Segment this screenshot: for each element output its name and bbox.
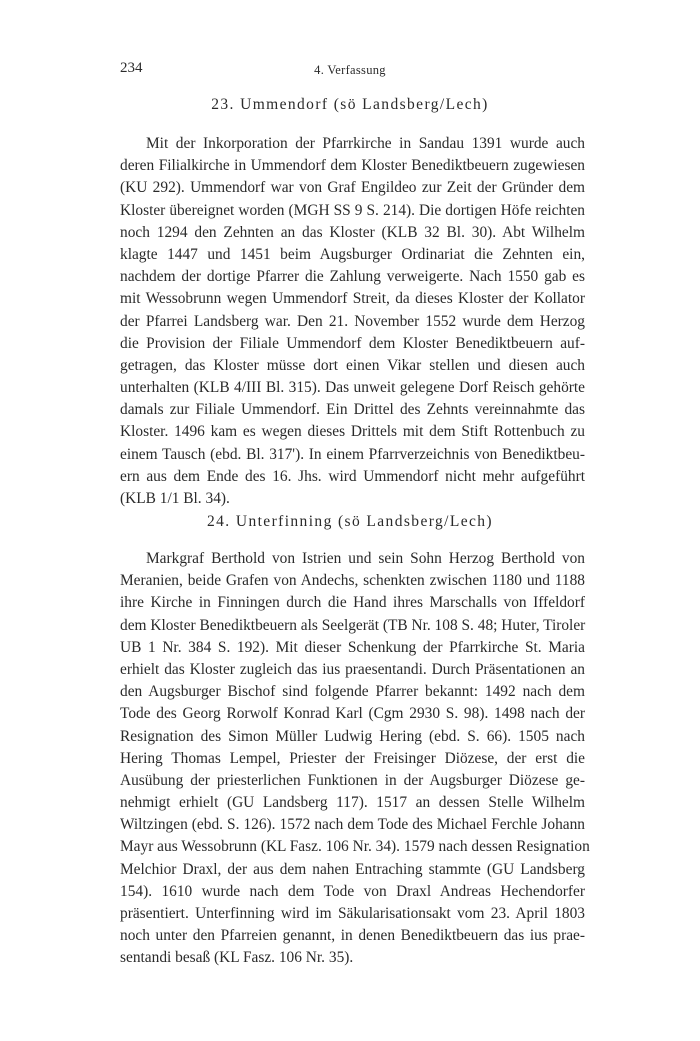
text-line: Wiltzingen (ebd. S. 126). 1572 nach dem Tode des Michael Ferchle Johann bbox=[120, 816, 585, 834]
text-line: den Augsburger Bischof sind folgende Pfarrer bekannt: 1492 nach dem bbox=[120, 683, 585, 701]
text-line: UB 1 Nr. 384 S. 192). Mit dieser Schenkung der Pfarrkirche St. Maria bbox=[120, 638, 585, 656]
text-line: Resignation des Simon Müller Ludwig Hering (ebd. S. 66). 1505 nach bbox=[120, 727, 585, 745]
section-heading: 24. Unterfinning (sö Landsberg/Lech) bbox=[207, 513, 493, 530]
text-line: klagte 1447 und 1451 beim Augsburger Ordinariat die Zehnten ein, bbox=[120, 245, 585, 263]
text-line: noch 1294 den Zehnten an das Kloster (KLB 32 Bl. 30). Abt Wilhelm bbox=[120, 223, 585, 241]
paragraph bbox=[120, 548, 590, 970]
text-line: noch unter den Pfarreien genannt, in denen Benediktbeuern das ius prae- bbox=[120, 927, 585, 945]
text-line: einem Tausch (ebd. Bl. 317'). In einem Pfarrverzeichnis von Benediktbeu- bbox=[120, 445, 585, 463]
text-line: Kloster übereignet worden (MGH SS 9 S. 214). Die dortigen Höfe reichten bbox=[120, 201, 585, 219]
text-line: Mayr aus Wessobrunn (KL Fasz. 106 Nr. 34). 1579 nach dessen Resignation bbox=[120, 838, 590, 856]
text-line: Ausübung der priesterlichen Funktionen in der Augsburger Diözese ge- bbox=[120, 771, 585, 789]
text-line: Meranien, beide Grafen von Andechs, schenkten zwischen 1180 und 1188 bbox=[120, 572, 585, 590]
running-head: 4. Verfassung bbox=[314, 63, 386, 77]
text-line: erhielt das Kloster zugleich das ius praesentandi. Durch Präsentationen an bbox=[120, 660, 585, 678]
text-line: der Pfarrei Landsberg war. Den 21. November 1552 wurde dem Herzog bbox=[120, 312, 585, 330]
text-line: Tode des Georg Rorwolf Konrad Karl (Cgm 2930 S. 98). 1498 nach der bbox=[120, 705, 585, 723]
page-number: 234 bbox=[120, 60, 143, 76]
text-line: mit Wessobrunn wegen Ummendorf Streit, da dieses Kloster der Kollator bbox=[120, 290, 585, 308]
section-heading: 23. Ummendorf (sö Landsberg/Lech) bbox=[211, 96, 489, 113]
text-line: Markgraf Berthold von Istrien und sein Sohn Herzog Berthold von bbox=[146, 550, 585, 567]
text-line: die Provision der Filiale Ummendorf dem Kloster Benediktbeuern auf- bbox=[120, 334, 585, 352]
text-line: ihre Kirche in Finningen durch die Hand ihres Marschalls von Iffeldorf bbox=[120, 594, 585, 612]
text-line: Hering Thomas Lempel, Priester der Freisinger Diözese, der erst die bbox=[120, 749, 585, 767]
text-line: Kloster. 1496 kam es wegen dieses Drittels mit dem Stift Rottenbuch zu bbox=[120, 423, 585, 441]
text-line: damals zur Filiale Ummendorf. Ein Drittel des Zehnts vereinnahmte das bbox=[120, 401, 585, 419]
text-line: (KLB 1/1 Bl. 34). bbox=[120, 490, 230, 507]
text-line: (KU 292). Ummendorf war von Graf Engildeo zur Zeit der Gründer dem bbox=[120, 179, 585, 197]
text-line: unterhalten (KLB 4/III Bl. 315). Das unweit gelegene Dorf Reisch gehörte bbox=[120, 379, 585, 397]
text-line: Mit der Inkorporation der Pfarrkirche in Sandau 1391 wurde auch bbox=[146, 135, 585, 152]
text-line: Melchior Draxl, der aus dem nahen Entraching stammte (GU Landsberg bbox=[120, 860, 585, 878]
text-line: deren Filialkirche in Ummendorf dem Kloster Benediktbeuern zugewiesen bbox=[120, 157, 585, 175]
text-line: nachdem der dortige Pfarrer die Zahlung verweigerte. Nach 1550 gab es bbox=[120, 268, 585, 286]
text-line: 154). 1610 wurde nach dem Tode von Draxl Andreas Hechendorfer bbox=[120, 882, 585, 900]
text-line: dem Kloster Benediktbeuern als Seelgerät (TB Nr. 108 S. 48; Huter, Tiroler bbox=[120, 616, 586, 634]
text-line: nehmigt erhielt (GU Landsberg 117). 1517 an dessen Stelle Wilhelm bbox=[120, 794, 585, 812]
text-line: präsentiert. Unterfinning wird im Säkularisationsakt vom 23. April 1803 bbox=[120, 905, 585, 922]
text-line: getragen, das Kloster müsse dort einen Vikar stellen und diesen auch bbox=[120, 356, 585, 374]
text-line: sentandi besaß (KL Fasz. 106 Nr. 35). bbox=[120, 949, 354, 967]
paragraph bbox=[120, 133, 585, 510]
text-line: ern aus dem Ende des 16. Jhs. wird Ummendorf nicht mehr aufgeführt bbox=[120, 467, 585, 485]
